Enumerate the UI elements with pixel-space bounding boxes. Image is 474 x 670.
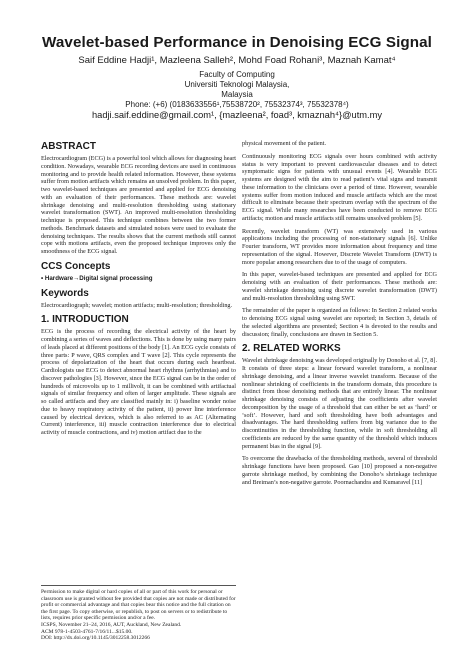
doi-link[interactable]: DOI: http://dx.doi.org/10.1145/3012258.3012266 bbox=[41, 635, 150, 642]
acm-isbn: ACM 978-1-4503-4761-7/16/11...$15.00. bbox=[41, 628, 133, 635]
ccs-concept-item: • Hardware→Digital signal processing bbox=[41, 274, 153, 282]
related-works-heading: 2. RELATED WORKS bbox=[242, 343, 341, 355]
author-phone: Phone: (+6) (0183633556¹,75538720², 75532374³, 75532378⁴) bbox=[125, 100, 349, 109]
keywords-heading: Keywords bbox=[41, 287, 89, 299]
author-emails: hadji.saif.eddine@gmail.com¹, {mazleena², foad³, kmaznah⁴}@utm.my bbox=[91, 110, 383, 120]
paper-title: Wavelet-based Performance in Denoising ECG Signal bbox=[41, 34, 433, 51]
related-works-thresholds: To overcome the drawbacks of the thresholding methods, several of threshold shrinkage functions have been proposed. Gao [10] proposed a non-negative garrote shrinkage method, by combining the Donoho’s shrinkage technique and Breiman’s non-negative garrote. Poornachandra and Kumaravel [11] bbox=[242, 455, 437, 486]
right-column bbox=[242, 140, 437, 486]
conference-info: ICSPS, November 21–24, 2016, AUT, Auckland, New Zealand. bbox=[41, 621, 182, 628]
intro-paragraph-methods: In this paper, wavelet-based techniques are presented and applied for ECG denoising with an evaluation of their performances. These methods are: wavelet shrinkage denoising using discrete wavelet transformation (DWT) and multi-resolution thresholding using SWT. bbox=[242, 271, 437, 302]
intro-paragraph-outline: The remainder of the paper is organized as follows: In Section 2 related works to denoising ECG signal using wavelet are reported; in Section 3, details of the selected algorithms are presented; Section 4 is devoted to the results and discussion; finally, conclusions are drawn in Section 5. bbox=[242, 307, 437, 338]
intro-paragraph-monitoring: Continuously monitoring ECG signals over hours combined with activity status is very important to prevent cardiovascular diseases and to detect symptomatic signs for patients with unusual events [4]. Wearable ECG systems are designed with the aim to read patient’s vital signs and transmit these information to the clinicians over a period of time. However, wearable systems suffer from motion induced and muscle artifacts which are the most difficult to eliminate because their spectrum overlap with the spectrum of the ECG signal. While many researches have been conducted to remove ECG artifacts; motion and muscle artifacts still remains unsolved problem [5]. bbox=[242, 152, 437, 222]
keywords-text: Electrocardiograph; wavelet; motion artifacts; multi-resolution; thresholding. bbox=[41, 301, 233, 309]
author-list: Saif Eddine Hadji¹, Mazleena Salleh², Mohd Foad Rohani³, Maznah Kamat⁴ bbox=[78, 55, 396, 66]
intro-continued: physical movement of the patient. bbox=[242, 140, 327, 147]
introduction-text: ECG is the process of recording the electrical activity of the heart by combining a series of waves and deflections. This is done by using many pairs of leads placed at different positions of the body [1]. An ECG cycle consists of three parts: P wave, QRS complex and T wave [2]. This cycle represents the process of depolarization of the heart that occurs during each heartbeat. Cardiologists use ECG to detect abnormal heart rhythms (arrhythmias) and to discover pathologies [3]. However, since the ECG signal can be in the order of hundreds of microvolts up to 1 millivolt, it can be combined with artifactual signals of similar frequency and often of larger amplitude. These signals are so called artifacts and they are classified mainly in: i) baseline wonder noise due to heavy respiratory activity of the patient, ii) power line interference caused by electrical devices, which is also referred to as AC (Alternating Current) interference, iii) muscle contraction interference due to electrical activity of muscle contractions, and iv) motion artifact due to the bbox=[41, 328, 236, 436]
ccs-heading: CCS Concepts bbox=[41, 260, 111, 272]
affiliation-country: Malaysia bbox=[221, 90, 253, 99]
left-column bbox=[41, 141, 236, 437]
permission-notice: Permission to make digital or hard copies of all or part of this work for personal or classroom use is granted without fee provided that copies are not made or distributed for profit or commercial advantage and that copies bear this notice and the full citation on the first page. To copy otherwise, or republish, to post on servers or to redistribute to lists, requires prior specific permission and/or a fee. bbox=[41, 589, 236, 622]
affiliation-faculty: Faculty of Computing bbox=[199, 70, 275, 79]
introduction-heading: 1. INTRODUCTION bbox=[41, 314, 129, 326]
copyright-footnote bbox=[41, 585, 236, 642]
affiliation-university: Universiti Teknologi Malaysia, bbox=[184, 80, 290, 89]
abstract-heading: ABSTRACT bbox=[41, 141, 96, 152]
abstract-text: Electrocardiogram (ECG) is a powerful tool which allows for diagnosing heart condition. Nowadays, wearable ECG recording devices are used in continuous monitoring and to provide health related information. However, these systems suffer from motion artifacts which remains an unsolved problem. In this paper, two wavelet-based techniques are presented and applied for ECG denoising with an evaluation of their performances. These methods are: wavelet shrinkage denoising and multi-resolution thresholding using stationary wavelet transformation (SWT). An improved multi-resolution thresholding technique is proposed. This technique combines between the two former methods. Benchmark datasets and simulated noises were used to evaluate the denoising techniques. The results shows that the current methods still cannot cope with motions artifacts, even the proposed technique improves only the smoothness of the ECG signal. bbox=[41, 155, 236, 255]
intro-paragraph-wavelet: Recently, wavelet transform (WT) was extensively used in various applications including the processing of non-stationary signals [6]. Unlike Fourier transform, WT provides more information about frequency and time representation of the signal. However, Discrete Wavelet Transform (DWT) is more popular among researchers due to of the usage of computers. bbox=[242, 227, 437, 266]
related-works-shrinkage: Wavelet shrinkage denoising was developed originally by Donoho et al. [7, 8]. It consists of three steps: a linear forward wavelet transform, a nonlinear shrinkage denoising, and a linear inverse wavelet transform. Because of the nonlinear shrinking of coefficients in the transform domain, this procedure is distinct from those denoising methods that are entirely linear. The nonlinear shrinkage denoising consists of adjusting the coefficients after wavelet decomposition by the usage of a threshold that can either be set as ‘hard’ or ‘soft’. However, hard and soft thresholding have both advantages and disadvantages. The hard thresholding suffers from big variance due to the discontinuities in the thresholding function, while in soft thresholding all coefficients are reduced by the same quantity of the threshold which induces permanent bias in the signal [9]. bbox=[242, 357, 437, 450]
